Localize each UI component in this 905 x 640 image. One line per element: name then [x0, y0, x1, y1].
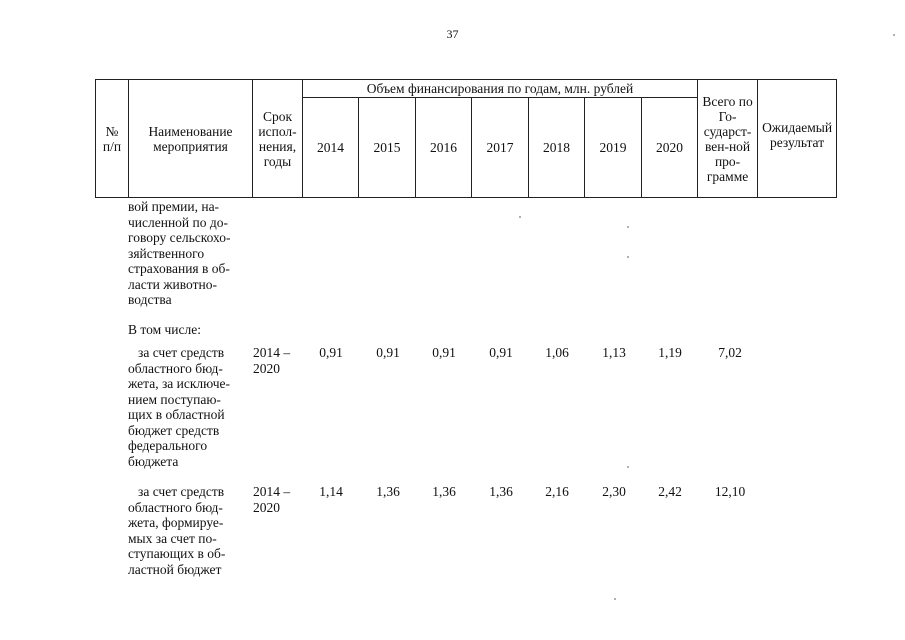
header-name: Наименование мероприятия	[129, 80, 253, 198]
header-year: 2014	[303, 98, 359, 198]
header-funding: Объем финансирования по годам, млн. рублей	[303, 80, 698, 98]
row1-period: 2014 – 2020	[253, 345, 291, 376]
row1-value: 0,91	[319, 345, 343, 360]
header-number: № п/п	[96, 80, 129, 198]
scan-speck	[627, 466, 629, 468]
row1-value: 0,91	[432, 345, 456, 360]
row1-value: 0,91	[489, 345, 513, 360]
row1-total: 7,02	[718, 345, 742, 360]
header-year: 2019	[585, 98, 642, 198]
row1-value: 0,91	[376, 345, 400, 360]
row2-value: 1,36	[432, 484, 456, 499]
row1-value: 1,19	[658, 345, 682, 360]
row1-value: 1,13	[602, 345, 626, 360]
header-year: 2020	[642, 98, 698, 198]
row2-value: 1,36	[489, 484, 513, 499]
header-year: 2017	[472, 98, 529, 198]
row2-value: 2,16	[545, 484, 569, 499]
header-total: Всего по Го-сударст-вен-ной про-грамме	[698, 80, 758, 198]
scan-speck	[893, 34, 895, 36]
header-year: 2018	[529, 98, 585, 198]
row1-value: 1,06	[545, 345, 569, 360]
row2-value: 2,42	[658, 484, 682, 499]
scan-speck	[614, 598, 616, 600]
subheading: В том числе:	[128, 322, 201, 337]
row2-name-cont: областного бюд- жета, формируе- мых за счет по- ступающих в об- ластной бюджет	[128, 499, 226, 577]
row1-name: за счет средств	[138, 345, 225, 360]
row2-value: 1,14	[319, 484, 343, 499]
row2-value: 2,30	[602, 484, 626, 499]
scan-speck	[627, 226, 629, 228]
page-number: 37	[446, 27, 459, 41]
row2-value: 1,36	[376, 484, 400, 499]
row2-total: 12,10	[714, 484, 746, 499]
scan-speck	[519, 216, 521, 218]
header-result: Ожидаемый результат	[758, 80, 837, 198]
row1-name-cont: областного бюд- жета, за исключе- нием поступаю- щих в областной бюджет средств федерального бюджета	[128, 360, 231, 469]
header-term: Срок испол-нения, годы	[253, 80, 303, 198]
header-year: 2016	[416, 98, 472, 198]
row2-period: 2014 – 2020	[253, 484, 291, 515]
row2-name: за счет средств	[138, 484, 225, 499]
header-year: 2015	[359, 98, 416, 198]
scan-speck	[627, 256, 629, 258]
continuation-text: вой премии, на- численной по до- говору сельскохо- зяйственного страхования в об- ласти животно- водства	[128, 199, 231, 307]
